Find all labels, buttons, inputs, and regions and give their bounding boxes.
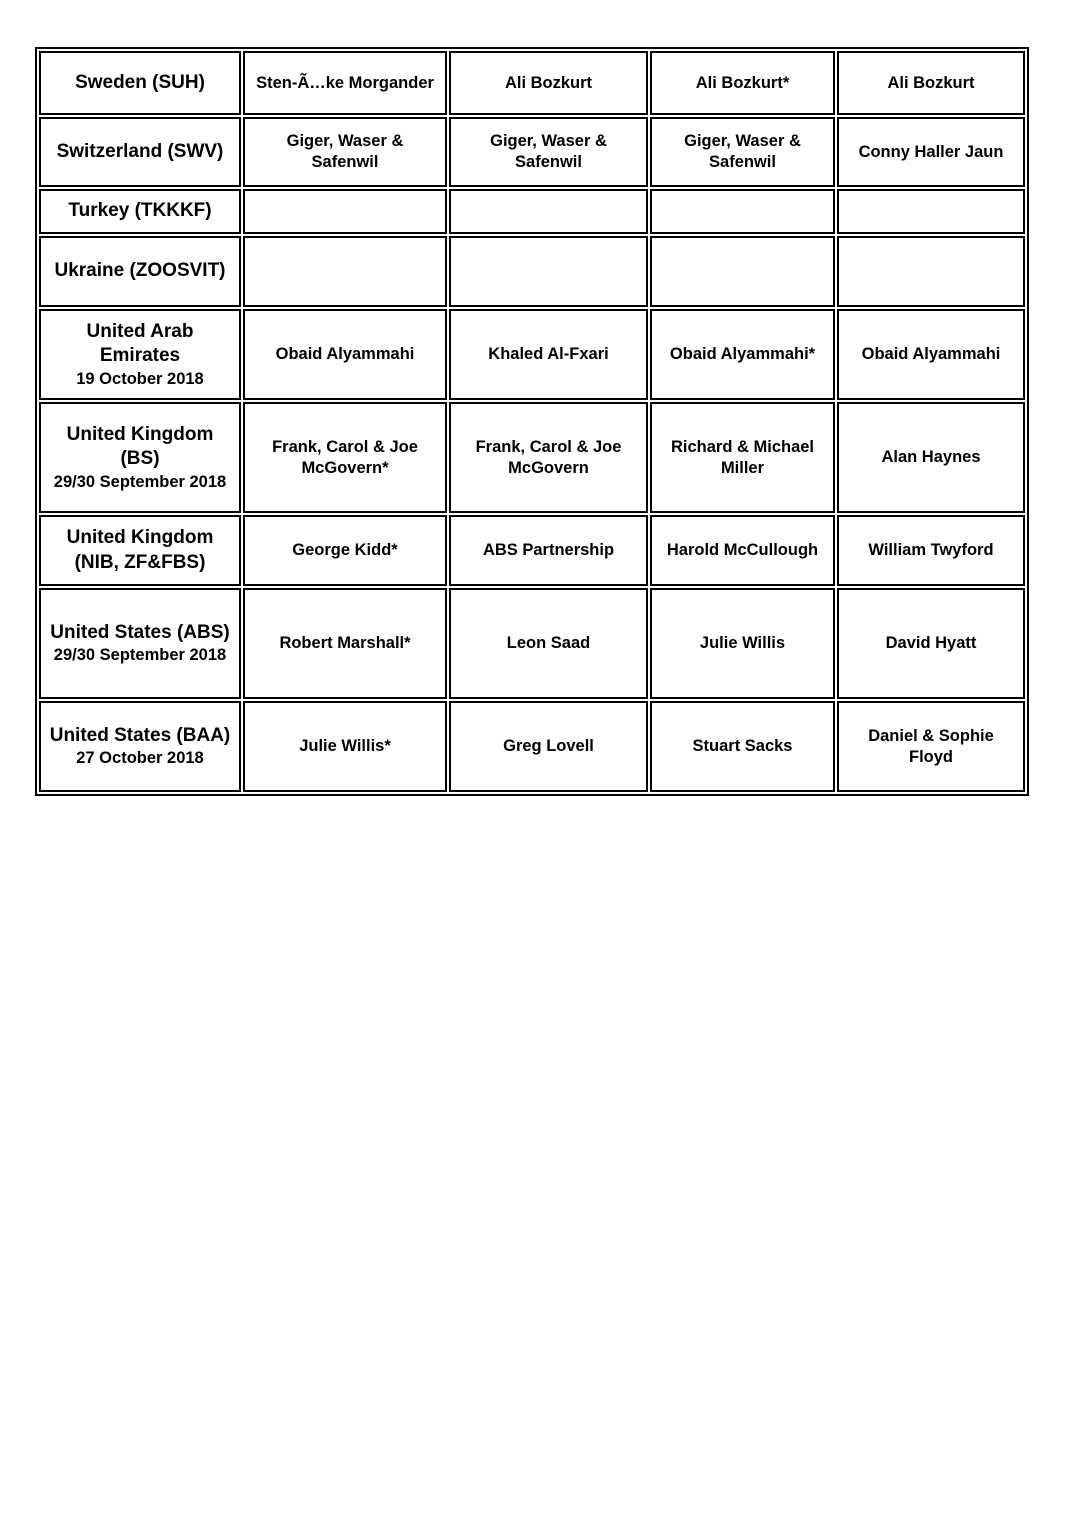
table-cell: Julie Willis: [650, 588, 835, 699]
table-cell: Giger, Waser & Safenwil: [650, 117, 835, 187]
table-cell: Obaid Alyammahi: [837, 309, 1025, 400]
table-row: [39, 515, 1025, 586]
table-cell: William Twyford: [837, 515, 1025, 586]
table-cell: [243, 189, 447, 234]
country-name: Sweden (SUH): [75, 71, 205, 93]
country-cell: [39, 51, 241, 115]
event-date: 27 October 2018: [76, 749, 204, 768]
table-cell: Harold McCullough: [650, 515, 835, 586]
table-row: [39, 701, 1025, 792]
table-cell: [650, 189, 835, 234]
table-cell: Ali Bozkurt*: [650, 51, 835, 115]
country-name: United Kingdom (BS): [66, 423, 214, 470]
country-cell: [39, 701, 241, 792]
table-cell: Leon Saad: [449, 588, 648, 699]
country-name: United Arab Emirates: [86, 320, 194, 367]
table-cell: Alan Haynes: [837, 402, 1025, 513]
table-cell: [650, 236, 835, 307]
table-cell: Conny Haller Jaun: [837, 117, 1025, 187]
table-cell: Giger, Waser & Safenwil: [449, 117, 648, 187]
country-cell: [39, 588, 241, 699]
table-cell: Ali Bozkurt: [449, 51, 648, 115]
table-row: [39, 309, 1025, 400]
table-cell: [837, 189, 1025, 234]
table-cell: Khaled Al-Fxari: [449, 309, 648, 400]
table-cell: Frank, Carol & Joe McGovern: [449, 402, 648, 513]
table-cell: [837, 236, 1025, 307]
country-cell: [39, 189, 241, 234]
table-cell: Robert Marshall*: [243, 588, 447, 699]
table-cell: George Kidd*: [243, 515, 447, 586]
country-cell: [39, 515, 241, 586]
table-cell: Ali Bozkurt: [837, 51, 1025, 115]
country-cell: [39, 402, 241, 513]
table-cell: Frank, Carol & Joe McGovern*: [243, 402, 447, 513]
table-cell: David Hyatt: [837, 588, 1025, 699]
table-cell: Julie Willis*: [243, 701, 447, 792]
country-cell: [39, 309, 241, 400]
table-cell: Sten-Ã…ke Morgander: [243, 51, 447, 115]
event-date: 19 October 2018: [76, 369, 204, 388]
table-cell: Greg Lovell: [449, 701, 648, 792]
country-name: Ukraine (ZOOSVIT): [54, 260, 226, 282]
table-row: [39, 402, 1025, 513]
event-date: 29/30 September 2018: [53, 646, 227, 665]
country-cell: [39, 236, 241, 307]
table-cell: [449, 189, 648, 234]
table-row: [39, 236, 1025, 307]
country-name: United States (BAA): [49, 725, 231, 747]
table-row: [39, 189, 1025, 234]
country-name: United Kingdom (NIB, ZF&FBS): [66, 527, 214, 573]
table-cell: ABS Partnership: [449, 515, 648, 586]
results-table: [35, 47, 1029, 796]
table-cell: Obaid Alyammahi*: [650, 309, 835, 400]
country-name: Turkey (TKKKF): [68, 200, 212, 222]
table-row: [39, 51, 1025, 115]
table-cell: Stuart Sacks: [650, 701, 835, 792]
table-cell: Daniel & Sophie Floyd: [837, 701, 1025, 792]
table-cell: Giger, Waser & Safenwil: [243, 117, 447, 187]
table-cell: [243, 236, 447, 307]
event-date: 29/30 September 2018: [53, 472, 227, 491]
table-cell: Obaid Alyammahi: [243, 309, 447, 400]
country-cell: [39, 117, 241, 187]
table-row: [39, 588, 1025, 699]
table-cell: [449, 236, 648, 307]
country-name: United States (ABS): [50, 622, 230, 644]
table-row: [39, 117, 1025, 187]
country-name: Switzerland (SWV): [56, 140, 224, 162]
table-cell: Richard & Michael Miller: [650, 402, 835, 513]
